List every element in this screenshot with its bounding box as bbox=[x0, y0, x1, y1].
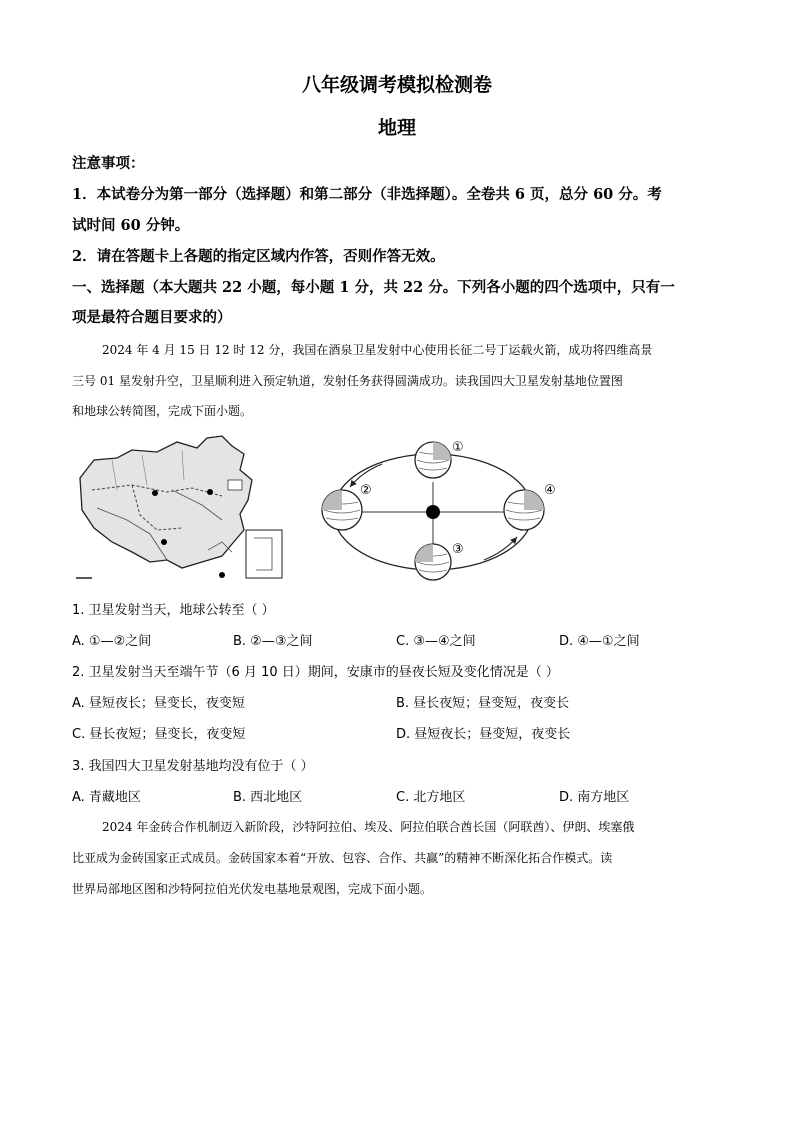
china-launch-sites-map bbox=[72, 430, 292, 585]
earth-position-4 bbox=[504, 490, 544, 530]
orbit-label-1: ① bbox=[452, 440, 464, 455]
question-3-stem: 3. 我国四大卫星发射基地均没有位于（ ） bbox=[72, 759, 314, 774]
question-3-option-a[interactable]: A. 青藏地区 bbox=[72, 790, 141, 805]
page-subject: 地理 bbox=[377, 117, 416, 139]
passage-2-line-1: 2024 年金砖合作机制迈入新阶段，沙特阿拉伯、埃及、阿拉伯联合酋长国（阿联酋）、伊朗、埃塞俄 bbox=[102, 820, 635, 834]
notes-item-1-line-1: 1．本试卷分为第一部分（选择题）和第二部分（非选择题）。全卷共 6 页，总分 60 分。考 bbox=[72, 186, 662, 203]
passage-1-line-2: 三号 01 星发射升空，卫星顺利进入预定轨道，发射任务获得圆满成功。读我国四大卫星发射基地位置图 bbox=[72, 374, 623, 388]
passage-1-line-1: 2024 年 4 月 15 日 12 时 12 分，我国在酒泉卫星发射中心使用长征二号丁运载火箭，成功将四维高景 bbox=[102, 343, 653, 357]
question-1-option-a[interactable]: A. ①—②之间 bbox=[72, 634, 152, 649]
section-heading-line-1: 一、选择题（本大题共 22 小题，每小题 1 分，共 22 分。下列各小题的四个选项中，只有一 bbox=[72, 279, 675, 296]
earth-position-1 bbox=[415, 442, 451, 478]
page-title: 八年级调考模拟检测卷 bbox=[301, 74, 492, 96]
question-3-option-c[interactable]: C. 北方地区 bbox=[396, 790, 466, 805]
question-2-option-b[interactable]: B. 昼长夜短；昼变短，夜变长 bbox=[396, 696, 570, 711]
question-1-stem: 1. 卫星发射当天，地球公转至（ ） bbox=[72, 603, 275, 618]
question-2-option-c[interactable]: C. 昼长夜短；昼变长，夜变短 bbox=[72, 727, 246, 742]
question-1-option-b[interactable]: B. ②—③之间 bbox=[233, 634, 313, 649]
section-heading-line-2: 项是最符合题目要求的） bbox=[72, 309, 232, 326]
passage-2-line-3: 世界局部地区图和沙特阿拉伯光伏发电基地景观图，完成下面小题。 bbox=[72, 882, 433, 896]
question-3-option-b[interactable]: B. 西北地区 bbox=[233, 790, 303, 805]
orbit-label-3: ③ bbox=[452, 542, 464, 557]
orbit-label-2: ② bbox=[360, 483, 372, 498]
earth-position-3 bbox=[415, 544, 451, 580]
question-3-option-d[interactable]: D. 南方地区 bbox=[559, 790, 630, 805]
earth-position-2 bbox=[322, 490, 362, 530]
notes-heading: 注意事项： bbox=[72, 155, 145, 172]
question-1-option-d[interactable]: D. ④—①之间 bbox=[559, 634, 640, 649]
notes-item-1-line-2: 试时间 60 分钟。 bbox=[72, 217, 190, 234]
question-1-option-c[interactable]: C. ③—④之间 bbox=[396, 634, 476, 649]
orbit-label-4: ④ bbox=[544, 483, 556, 498]
question-2-stem: 2. 卫星发射当天至端午节（6 月 10 日）期间，安康市的昼夜长短及变化情况是（ ） bbox=[72, 665, 559, 680]
question-2-option-a[interactable]: A. 昼短夜长；昼变长，夜变短 bbox=[72, 696, 245, 711]
passage-2-line-2: 比亚成为金砖国家正式成员。金砖国家本着“开放、包容、合作、共赢”的精神不断深化拓合作模式。读 bbox=[72, 851, 613, 865]
question-2-option-d[interactable]: D. 昼短夜长；昼变短，夜变长 bbox=[396, 727, 571, 742]
notes-item-2: 2．请在答题卡上各题的指定区域内作答，否则作答无效。 bbox=[72, 248, 445, 265]
earth-revolution-diagram bbox=[312, 432, 562, 582]
passage-1-line-3: 和地球公转简图，完成下面小题。 bbox=[72, 404, 253, 418]
